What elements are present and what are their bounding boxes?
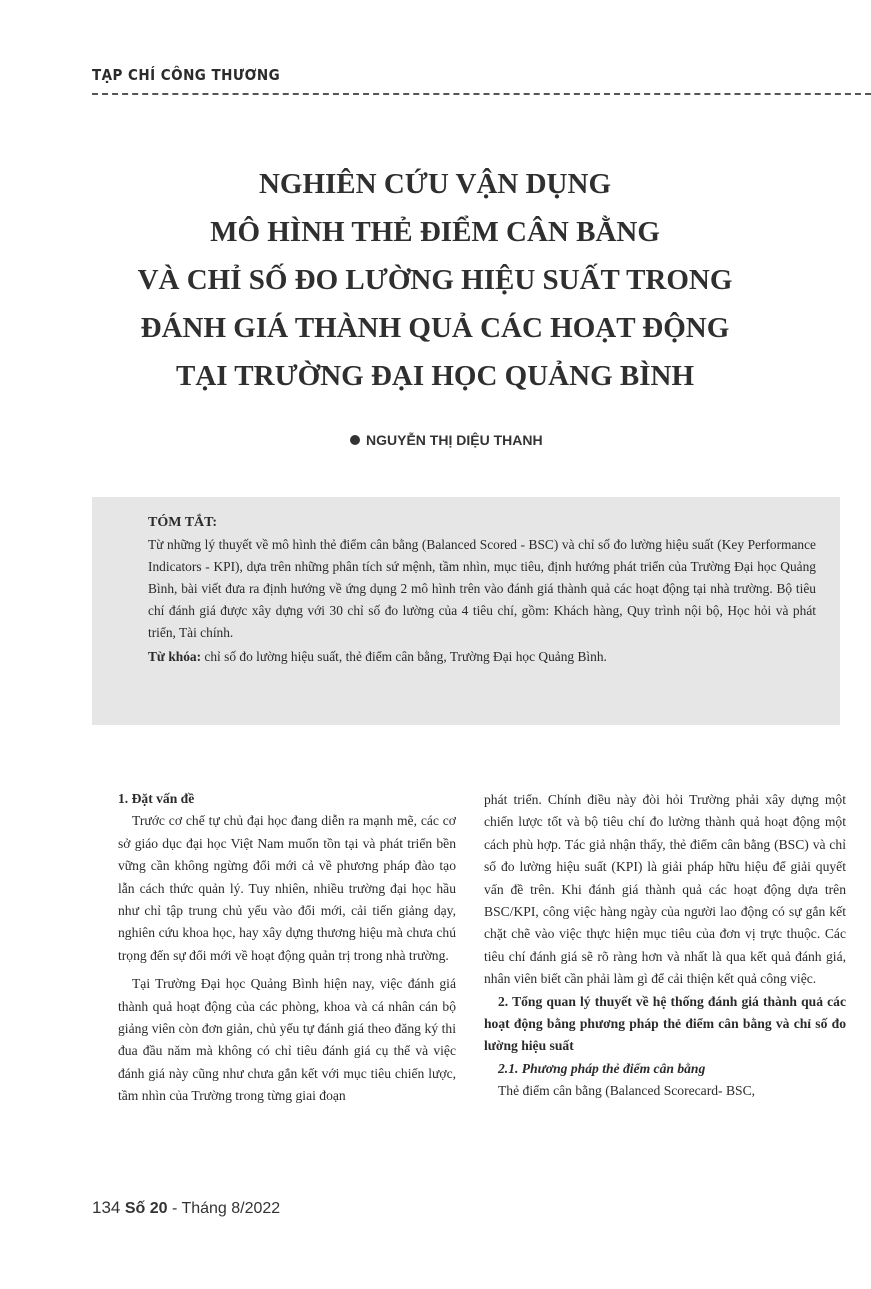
title-line: NGHIÊN CỨU VẬN DỤNG — [258, 168, 612, 200]
journal-name: TẠP CHÍ CÔNG THƯƠNG — [92, 66, 281, 84]
abstract-text: Từ những lý thuyết về mô hình thẻ điểm cân bằng (Balanced Scored - BSC) và chỉ số đo lường hiệu suất (Key Performance Indicators - KPI), dựa trên những phân tích sứ mệnh, tầm nhìn, mục tiêu, định hướng phát triển của Trường Đại học Quảng Bình, bài viết đưa ra định hướng về ứng dụng 2 mô hình trên vào đánh giá thành quả các hoạt động tại nhà trường. Bộ tiêu chí đánh giá được xây dựng với 30 chỉ số đo lường của 4 tiêu chí, gồm: Khách hàng, Quy trình nội bộ, Học hỏi và phát triển, Tài chính. — [148, 537, 816, 640]
keywords — [148, 646, 816, 668]
header-rule — [92, 93, 871, 95]
title-line: TẠI TRƯỜNG ĐẠI HỌC QUẢNG BÌNH — [175, 360, 695, 392]
right-column — [484, 789, 846, 1103]
page-footer — [92, 1198, 280, 1218]
paragraph: Tại Trường Đại học Quảng Bình hiện nay, việc đánh giá thành quả hoạt động của các phòng, khoa và cá nhân cán bộ giảng viên còn đơn giản, chủ yếu tự đánh giá theo đăng ký thi đua đầu năm mà không có chỉ tiêu đánh giá cụ thể và việc đánh giá này cũng như chưa gắn kết với mục tiêu chiến lược, tầm nhìn của Trường trong từng giai đoạn — [118, 976, 456, 1104]
paragraph: Thẻ điểm cân bằng (Balanced Scorecard- BSC, — [498, 1083, 756, 1099]
issue-number: Số 20 — [124, 1200, 168, 1217]
title-line: MÔ HÌNH THẺ ĐIỂM CÂN BẰNG — [210, 216, 660, 248]
title-line: ĐÁNH GIÁ THÀNH QUẢ CÁC HOẠT ĐỘNG — [140, 312, 730, 344]
paragraph: Trước cơ chế tự chủ đại học đang diễn ra mạnh mẽ, các cơ sở giáo dục đại học Việt Nam muốn tồn tại và phát triển bền vững cần không ngừng đổi mới cả về phương pháp đào tạo lẫn cách thức quản lý. Tuy nhiên, nhiều trường đại học hầu như chỉ tập trung chủ yếu vào đổi mới, cải tiến giảng dạy, nghiên cứu khoa học, hay xây dựng thương hiệu mà chưa chú trọng đến sự đổi mới về hoạt động quản trị trong nhà trường. — [118, 813, 456, 963]
page-number: 134 — [92, 1198, 121, 1217]
abstract-box — [92, 497, 840, 725]
paragraph: phát triển. Chính điều này đòi hỏi Trường phải xây dựng một chiến lược tốt và bộ tiêu chí đo lường thành quả hoạt động một cách phù hợp. Tác giả nhận thấy, thẻ điểm cân bằng (BSC) và chỉ số đo lường hiệu suất (KPI) là giải pháp hữu hiệu để giải quyết vấn đề trên. Khi đánh giá thành quả các hoạt động dựa trên BSC/KPI, công việc hàng ngày của người lao động có sự gắn kết chặt chẽ vào việc thực hiện mục tiêu của đơn vị trực thuộc. Các tiêu chí đánh giá sẽ rõ ràng hơn và nhất là qua kết quả đánh giá, nhân viên biết cần phải làm gì để cải thiện kết quả công việc. — [484, 792, 846, 987]
section-heading: 1. Đặt vấn đề — [118, 791, 195, 806]
author-line — [350, 432, 543, 448]
article-title — [60, 160, 810, 400]
author-name: NGUYỄN THỊ DIỆU THANH — [366, 432, 543, 448]
title-line: VÀ CHỈ SỐ ĐO LƯỜNG HIỆU SUẤT TRONG — [137, 264, 733, 296]
section-heading: 2. Tổng quan lý thuyết về hệ thống đánh giá thành quả các hoạt động bằng phương pháp thẻ điểm cân bằng và chỉ số đo lường hiệu suất — [484, 993, 846, 1054]
keywords-text: chỉ số đo lường hiệu suất, thẻ điểm cân bằng, Trường Đại học Quảng Bình. — [201, 649, 607, 664]
left-column — [118, 788, 456, 1108]
bullet-icon — [350, 435, 360, 445]
subsection-heading: 2.1. Phương pháp thẻ điểm cân bằng — [498, 1060, 706, 1076]
issue-date: - Tháng 8/2022 — [167, 1200, 281, 1217]
keywords-label: Từ khóa: — [148, 649, 202, 664]
abstract-heading: TÓM TẮT: — [148, 515, 218, 530]
